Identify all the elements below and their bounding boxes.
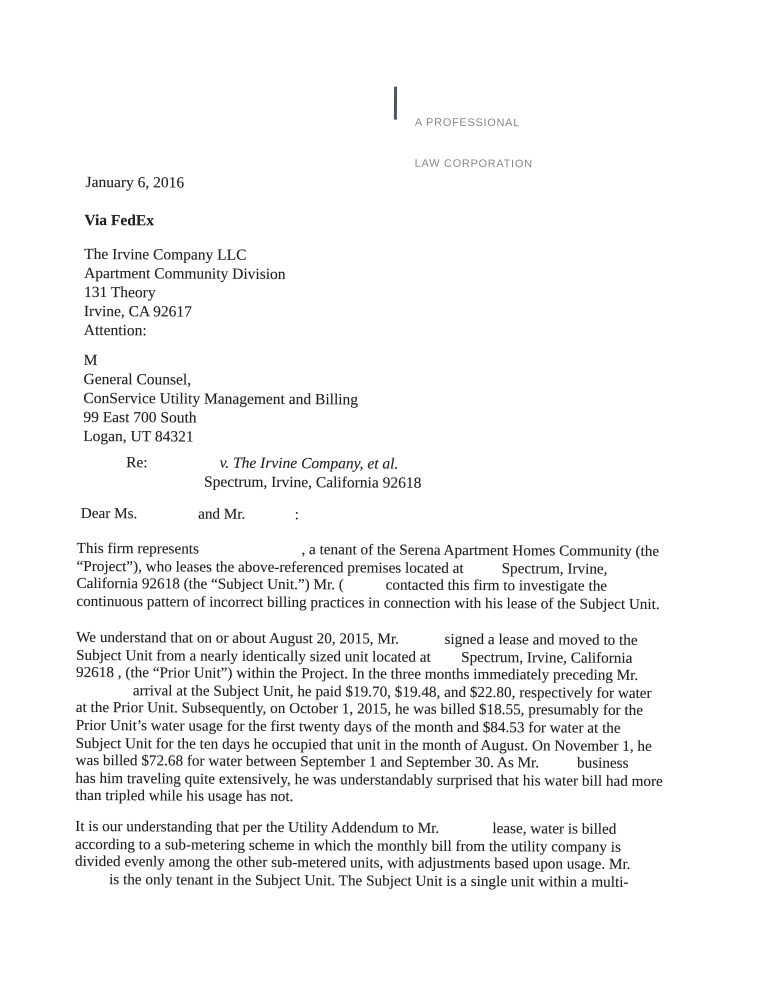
letterhead bbox=[414, 90, 533, 199]
delivery-method: Via FedEx bbox=[84, 211, 155, 230]
recipient-address-block: The Irvine Company LLC Apartment Community Division 131 Theory Irvine, CA 92617 Attention: bbox=[83, 245, 286, 340]
body-paragraph-2: We understand that on or about August 20, 2015, Mr. signed a lease and moved to the Subject Unit from a nearly identically sized unit located at Spectrum, Irvine, California 92618 , (the “Prior Unit”) within the Project. In the three months immediately preceding Mr. arrival at the Subject Unit, he paid $19.70, $19.48, and $22.80, respectively for water at the Prior Unit. Subsequently, on October 1, 2015, he was billed $18.55, presumably for the Prior Unit’s water usage for the first twenty days of the month and $84.53 for water at the Subject Unit for the ten days he occupied that unit in the month of August. On November 1, he was billed $72.68 for water between September 1 and September 30. As Mr. business has him traveling quite extensively, he was understandably surprised that his water bill had more than tripled while his usage has not. bbox=[75, 628, 663, 806]
attention-address-block: M General Counsel, ConService Utility Management and Billing 99 East 700 South Logan, UT 84321 bbox=[83, 351, 359, 446]
re-label: Re: bbox=[126, 454, 148, 472]
salutation: Dear Ms. and Mr. : bbox=[80, 504, 299, 524]
re-property-address: Spectrum, Irvine, California 92618 bbox=[203, 473, 422, 492]
body-paragraph-3: It is our understanding that per the Utility Addendum to Mr. lease, water is billed according to a sub-metering scheme in which the monthly bill from the utility company is divided evenly among the other sub-metered units, with adjustments based upon usage. Mr. is the only tenant in the Subject Unit. The Subject Unit is a single unit within a multi- bbox=[74, 817, 631, 891]
letterhead-line-1: A PROFESSIONAL bbox=[414, 116, 521, 130]
letter-date: January 6, 2016 bbox=[85, 173, 185, 192]
re-case-name: v. The Irvine Company, et al. bbox=[204, 454, 399, 473]
letterhead-line-2: LAW CORPORATION bbox=[414, 157, 533, 170]
body-paragraph-1: This firm represents , a tenant of the Serena Apartment Homes Community (the “Project”), who leases the above-referenced premises located at Spectrum, Irvine, California 92618 (the “Subject Unit.”) Mr. ( contacted this firm to investigate the continuous pattern of incorrect billing practices in connection with his lease of the Subject Unit. bbox=[76, 539, 660, 613]
letterhead-divider-bar bbox=[394, 87, 397, 120]
